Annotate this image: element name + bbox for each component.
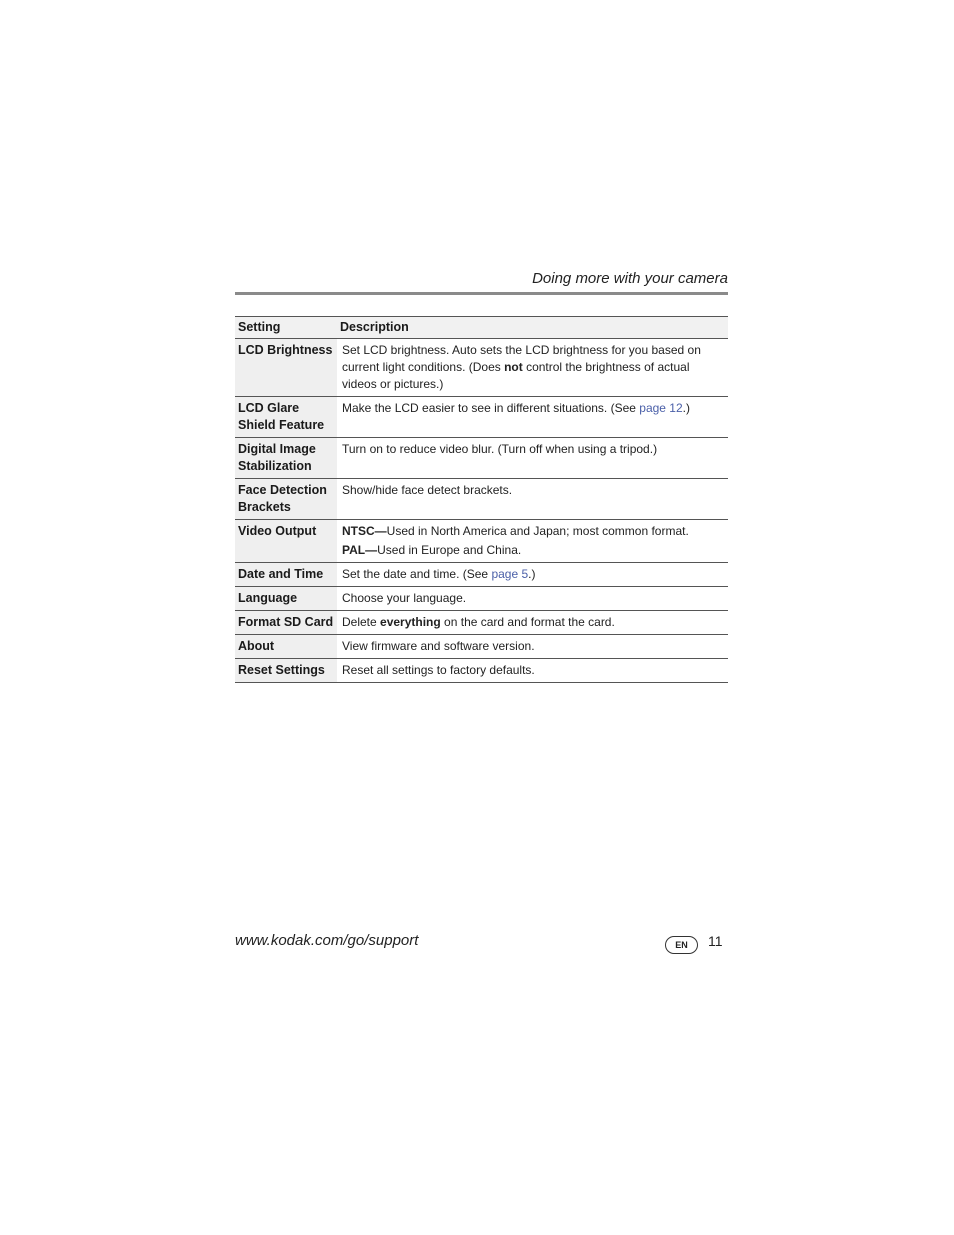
setting-description xyxy=(337,397,728,438)
setting-name: Face Detection Brackets xyxy=(235,479,337,520)
page-link[interactable]: page 5 xyxy=(491,567,529,581)
setting-name: LCD Glare Shield Feature xyxy=(235,397,337,438)
description-text: Delete xyxy=(342,615,381,629)
description-text: View firmware and software version. xyxy=(342,639,535,653)
table-row xyxy=(235,635,728,659)
description-text: control the brightness of actual videos or pictures.) xyxy=(342,360,690,391)
emphasis-text: PAL— xyxy=(342,543,378,557)
setting-name: LCD Brightness xyxy=(235,339,337,397)
table-header-row xyxy=(235,317,728,339)
page-number: 11 xyxy=(708,933,723,949)
setting-name: Language xyxy=(235,587,337,611)
support-url[interactable]: www.kodak.com/go/support xyxy=(235,932,419,949)
description-text: on the card and format the card. xyxy=(440,615,615,629)
setting-description xyxy=(337,587,728,611)
description-text: .) xyxy=(682,401,691,415)
table-row xyxy=(235,520,728,563)
table-row xyxy=(235,339,728,397)
description-line xyxy=(342,542,725,559)
table-row xyxy=(235,563,728,587)
table-row xyxy=(235,397,728,438)
description-text: Used in North America and Japan; most common format. xyxy=(386,524,689,538)
setting-description xyxy=(337,520,728,563)
description-text: .) xyxy=(528,567,536,581)
column-header-description: Description xyxy=(337,317,728,339)
description-line xyxy=(342,523,725,540)
header-rule xyxy=(235,292,728,295)
setting-name: Date and Time xyxy=(235,563,337,587)
setting-name: Format SD Card xyxy=(235,611,337,635)
section-title: Doing more with your camera xyxy=(532,270,728,287)
setting-name: Video Output xyxy=(235,520,337,563)
table-row xyxy=(235,659,728,683)
description-text: Make the LCD easier to see in different situations. (See xyxy=(342,401,640,415)
emphasis-text: everything xyxy=(380,615,441,629)
description-text: Choose your language. xyxy=(342,591,467,605)
setting-name: Reset Settings xyxy=(235,659,337,683)
description-text: Turn on to reduce video blur. (Turn off when using a tripod.) xyxy=(342,442,658,456)
setting-name: About xyxy=(235,635,337,659)
page-link[interactable]: page 12 xyxy=(639,401,683,415)
table-row xyxy=(235,479,728,520)
description-text: Set LCD brightness. Auto sets the LCD brightness for you based on current light conditions. (Does xyxy=(342,343,701,374)
table-row xyxy=(235,611,728,635)
table-row xyxy=(235,438,728,479)
setting-description xyxy=(337,659,728,683)
setting-name: Digital Image Stabilization xyxy=(235,438,337,479)
emphasis-text: not xyxy=(504,360,523,374)
setting-description xyxy=(337,479,728,520)
setting-description xyxy=(337,563,728,587)
description-text: Used in Europe and China. xyxy=(377,543,522,557)
setting-description xyxy=(337,339,728,397)
setting-description xyxy=(337,438,728,479)
setting-description xyxy=(337,611,728,635)
emphasis-text: NTSC— xyxy=(342,524,387,538)
description-text: Set the date and time. (See xyxy=(342,567,492,581)
settings-table-body xyxy=(235,339,728,683)
description-text: Show/hide face detect brackets. xyxy=(342,483,513,497)
setting-description xyxy=(337,635,728,659)
language-badge: EN xyxy=(665,936,698,954)
column-header-setting: Setting xyxy=(235,317,337,339)
description-text: Reset all settings to factory defaults. xyxy=(342,663,535,677)
table-row xyxy=(235,587,728,611)
settings-table xyxy=(235,316,728,683)
